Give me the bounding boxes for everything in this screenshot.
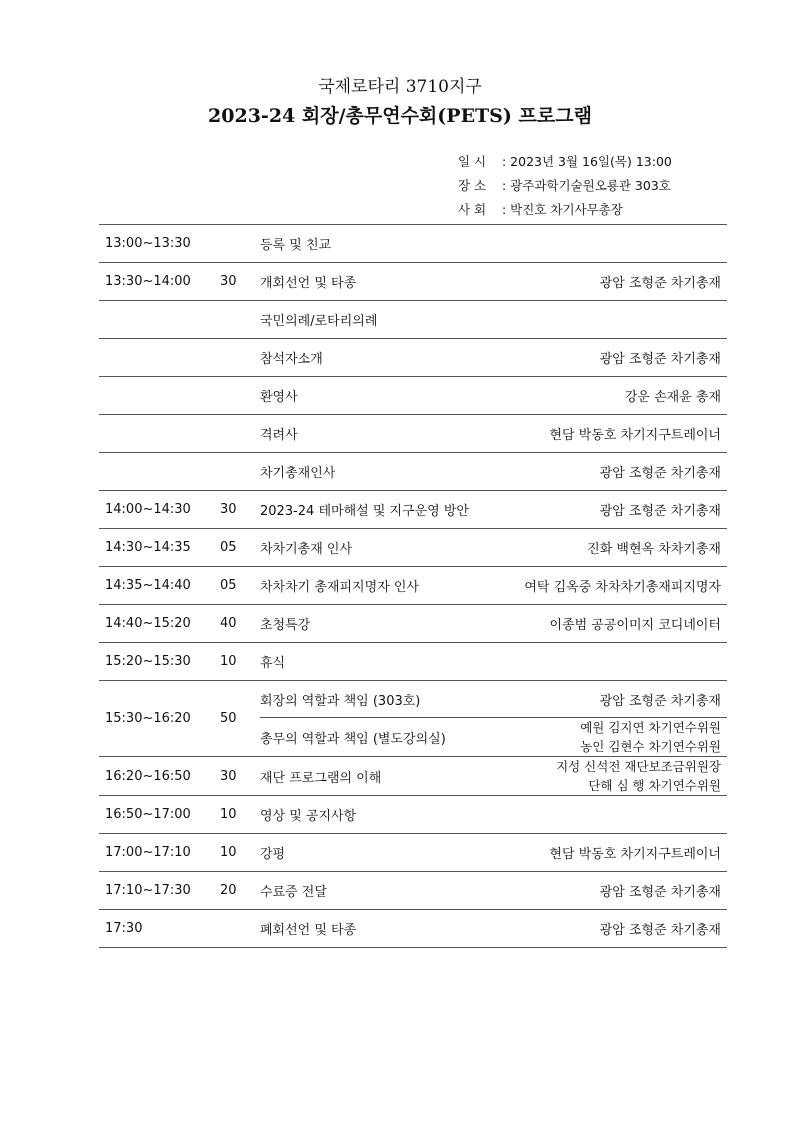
- table-row: [99, 643, 727, 681]
- table-row: [99, 225, 727, 263]
- duration-cell: 30: [220, 757, 260, 796]
- duration-cell: [220, 453, 260, 491]
- presenter-cell: 광암 조형준 차기총재: [500, 872, 727, 910]
- session-title: 영상 및 공지사항: [260, 796, 500, 834]
- table-row: [99, 796, 727, 834]
- time-cell: 13:30~14:00: [99, 263, 220, 301]
- presenter-cell: 광암 조형준 차기총재: [599, 693, 721, 709]
- presenter-line: 예원 김지연 차기연수위원: [580, 720, 721, 735]
- table-row: [99, 339, 727, 377]
- session-title: 참석자소개: [260, 339, 500, 377]
- presenter-cell: 광암 조형준 차기총재: [500, 453, 727, 491]
- time-cell: [99, 339, 220, 377]
- table-row: [99, 263, 727, 301]
- table-row: [99, 415, 727, 453]
- time-cell: 16:20~16:50: [99, 757, 220, 796]
- duration-cell: 20: [220, 872, 260, 910]
- presenter-line: 단해 심 행 차기연수위원: [588, 778, 721, 793]
- time-cell: [99, 453, 220, 491]
- duration-cell: 30: [220, 491, 260, 529]
- info-place: [458, 174, 671, 198]
- table-row: [99, 453, 727, 491]
- session-title: 2023-24 테마해설 및 지구운영 방안: [260, 491, 500, 529]
- duration-cell: [220, 910, 260, 948]
- presenter-line: 농인 김현수 차기연수위원: [580, 739, 721, 754]
- session-title: 차차차기 총재피지명자 인사: [260, 567, 500, 605]
- presenter-cell: 이종범 공공이미지 코디네이터: [500, 605, 727, 643]
- org-title: 국제로타리 3710지구: [318, 77, 482, 97]
- table-row: [99, 872, 727, 910]
- presenter-cell: 강운 손재윤 총재: [500, 377, 727, 415]
- duration-cell: [220, 377, 260, 415]
- duration-cell: 10: [220, 796, 260, 834]
- table-row: [99, 529, 727, 567]
- presenter-cell: 현담 박동호 차기지구트레이너: [500, 415, 727, 453]
- presenter-cell: 광암 조형준 차기총재: [500, 263, 727, 301]
- table-row: [99, 757, 727, 796]
- session-title: 초청특강: [260, 605, 500, 643]
- session-title: 총무의 역할과 책임 (별도강의실): [260, 718, 500, 757]
- info-host: [458, 198, 623, 222]
- info-key: 장 소: [458, 178, 487, 193]
- time-cell: 14:40~15:20: [99, 605, 220, 643]
- duration-cell: [220, 301, 260, 339]
- time-cell: [99, 415, 220, 453]
- time-cell: 15:30~16:20: [99, 681, 220, 757]
- session-title: 개회선언 및 타종: [260, 263, 500, 301]
- time-cell: 17:30: [99, 910, 220, 948]
- presenter-cell: 진화 백현옥 차차기총재: [500, 529, 727, 567]
- duration-cell: 10: [220, 643, 260, 681]
- program-title: 2023-24 회장/총무연수회(PETS) 프로그램: [208, 105, 592, 127]
- info-key: 사 회: [458, 202, 487, 217]
- session-title: 휴식: [260, 643, 500, 681]
- time-cell: 13:00~13:30: [99, 225, 220, 263]
- duration-cell: 30: [220, 263, 260, 301]
- presenter-cell: [500, 643, 727, 681]
- presenter-cell: 광암 조형준 차기총재: [500, 491, 727, 529]
- info-key: 일 시: [458, 154, 487, 169]
- time-cell: 14:00~14:30: [99, 491, 220, 529]
- duration-cell: 05: [220, 567, 260, 605]
- time-cell: [99, 377, 220, 415]
- presenter-cell: [500, 225, 727, 263]
- table-row: [99, 681, 727, 718]
- presenter-cell: [500, 301, 727, 339]
- session-title: 환영사: [260, 377, 500, 415]
- presenter-cell: 광암 조형준 차기총재: [500, 910, 727, 948]
- time-cell: 17:10~17:30: [99, 872, 220, 910]
- info-value: : 박진호 차기사무총장: [502, 202, 623, 217]
- info-value: : 2023년 3월 16일(목) 13:00: [502, 154, 672, 169]
- time-cell: 16:50~17:00: [99, 796, 220, 834]
- presenter-cell: 현담 박동호 차기지구트레이너: [500, 834, 727, 872]
- presenter-cell: 광암 조형준 차기총재: [500, 339, 727, 377]
- presenter-cell: [500, 796, 727, 834]
- duration-cell: 10: [220, 834, 260, 872]
- duration-cell: 40: [220, 605, 260, 643]
- session-title: 차기총재인사: [260, 453, 500, 491]
- presenter-line: 지성 신석전 재단보조금위원장: [556, 759, 721, 774]
- session-title: 차차기총재 인사: [260, 529, 500, 567]
- table-row: [99, 910, 727, 948]
- duration-cell: 05: [220, 529, 260, 567]
- program-table: [99, 224, 727, 948]
- info-date: [458, 150, 672, 174]
- presenter-cell: 여탁 김옥중 차차차기총재피지명자: [500, 567, 727, 605]
- session-title: 강평: [260, 834, 500, 872]
- table-row: [99, 834, 727, 872]
- time-cell: 14:30~14:35: [99, 529, 220, 567]
- duration-cell: 50: [220, 681, 260, 757]
- presenter-cell: [500, 718, 727, 757]
- info-value: : 광주과학기술원오룡관 303호: [502, 178, 671, 193]
- duration-cell: [220, 225, 260, 263]
- session-title: 재단 프로그램의 이해: [260, 757, 500, 796]
- table-row: [99, 567, 727, 605]
- session-title: 폐회선언 및 타종: [260, 910, 500, 948]
- session-title: 수료증 전달: [260, 872, 500, 910]
- table-row: [99, 491, 727, 529]
- time-cell: 17:00~17:10: [99, 834, 220, 872]
- duration-cell: [220, 415, 260, 453]
- table-row: [99, 377, 727, 415]
- session-title: 격려사: [260, 415, 500, 453]
- time-cell: 15:20~15:30: [99, 643, 220, 681]
- session-title: 회장의 역할과 책임 (303호): [260, 693, 421, 709]
- presenter-cell: [500, 757, 727, 796]
- time-cell: [99, 301, 220, 339]
- duration-cell: [220, 339, 260, 377]
- table-row: [99, 605, 727, 643]
- session-title: 등록 및 친교: [260, 225, 500, 263]
- table-row: [99, 301, 727, 339]
- time-cell: 14:35~14:40: [99, 567, 220, 605]
- session-title: 국민의례/로타리의례: [260, 301, 500, 339]
